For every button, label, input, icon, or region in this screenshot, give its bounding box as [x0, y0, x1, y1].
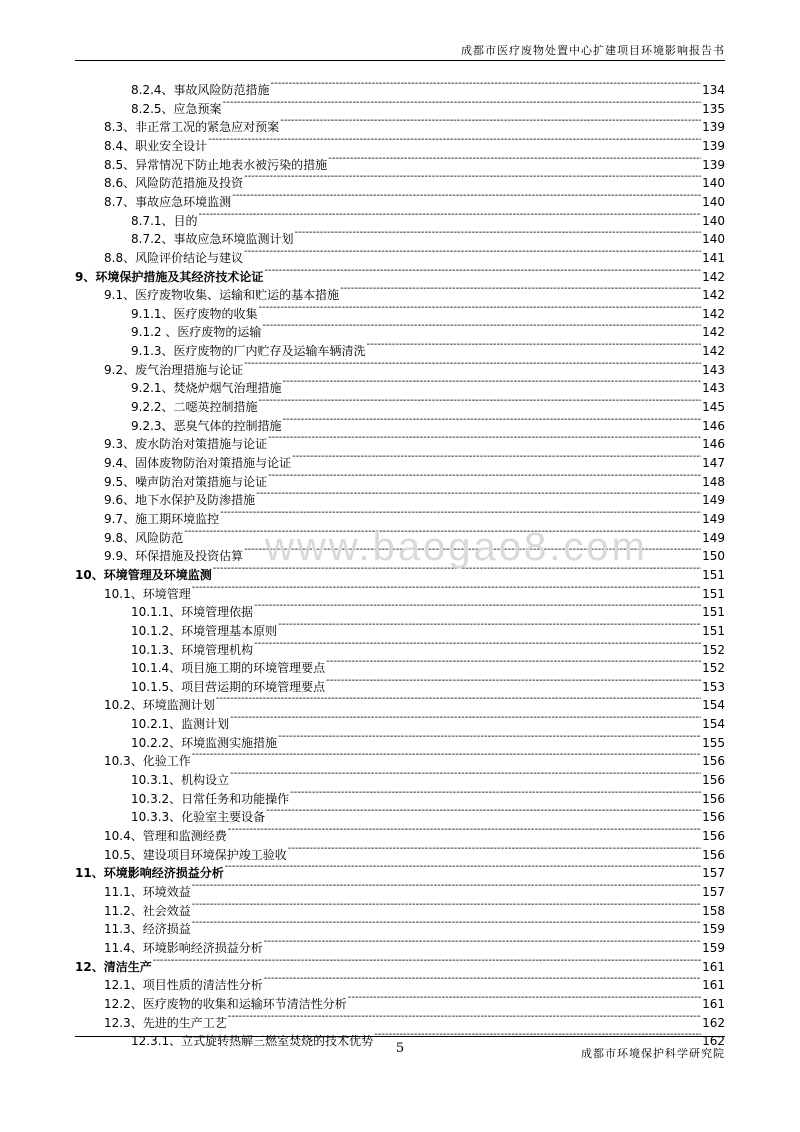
toc-entry-page: 149 [702, 530, 725, 545]
toc-entry-page: 142 [702, 306, 725, 321]
toc-leader-dashes [230, 766, 701, 784]
toc-entry-label: 10.5、建设项目环境保护竣工验收 [104, 847, 287, 862]
toc-entry-page: 156 [702, 773, 725, 788]
toc-entry-label: 9.6、地下水保护及防渗措施 [104, 493, 256, 508]
toc-entry-page: 151 [702, 586, 725, 601]
toc-entry[interactable] [75, 859, 725, 881]
toc-entry-page: 159 [702, 922, 725, 937]
page-header [75, 38, 725, 61]
toc-entry-label: 8.3、非正常工况的紧急应对预案 [104, 120, 280, 135]
toc-entry-label: 10.2.2、环境监测实施措施 [131, 735, 278, 750]
toc-entry[interactable] [131, 766, 725, 788]
toc-entry-label: 8.2.5、应急预案 [131, 101, 222, 116]
toc-leader-dashes [283, 374, 702, 392]
toc-leader-dashes [292, 449, 701, 467]
toc-entry-label: 9.2、废气治理措施与论证 [104, 362, 244, 377]
footer-organization: 成都市环境保护科学研究院 [581, 1047, 725, 1060]
toc-entry-label: 9.2.2、二噁英控制措施 [131, 400, 258, 415]
toc-entry-label: 10.1.5、项目营运期的环境管理要点 [131, 679, 326, 694]
toc-entry-label: 8.6、风险防范措施及投资 [104, 176, 244, 191]
toc-entry-page: 152 [702, 661, 725, 676]
toc-leader-dashes [340, 281, 701, 299]
header-title: 成都市医疗废物处置中心扩建项目环境影响报告书 [461, 44, 725, 57]
toc-entry[interactable] [104, 188, 725, 209]
toc-leader-dashes [290, 785, 701, 803]
toc-entry-page: 154 [702, 717, 725, 732]
toc-entry-page: 158 [702, 903, 725, 918]
toc-entry-label: 9.4、固体废物防治对策措施与论证 [104, 456, 292, 470]
toc-leader-dashes [259, 393, 702, 411]
toc-entry[interactable] [104, 486, 725, 508]
toc-entry-page: 162 [702, 1034, 725, 1049]
toc-entry-page: 148 [702, 474, 725, 489]
toc-entry[interactable] [104, 505, 725, 526]
toc-entry[interactable] [131, 95, 725, 116]
toc-entry[interactable] [75, 561, 725, 582]
toc-leader-dashes [259, 300, 702, 318]
toc-leader-dashes [220, 505, 701, 523]
toc-entry-label: 10.4、管理和监测经费 [104, 829, 227, 843]
toc-entry-page: 162 [702, 1015, 725, 1030]
toc-leader-dashes [256, 486, 701, 504]
toc-entry[interactable] [75, 953, 725, 974]
toc-leader-dashes [223, 95, 702, 113]
toc-entry[interactable] [104, 281, 725, 303]
toc-entry-page: 143 [702, 362, 725, 377]
toc-entry-label: 10.1.3、环境管理机构 [131, 642, 254, 657]
toc-entry[interactable] [131, 803, 725, 825]
toc-entry-page: 139 [702, 120, 725, 135]
toc-entry-page: 149 [702, 493, 725, 508]
toc-leader-dashes [192, 897, 701, 915]
toc-entry[interactable] [104, 878, 725, 899]
toc-leader-dashes [268, 430, 701, 448]
toc-leader-dashes [266, 803, 701, 821]
toc-entry-label: 11.3、经济损益 [104, 922, 191, 937]
toc-entry-page: 161 [702, 978, 725, 993]
toc-entry-label: 8.4、职业安全设计 [104, 138, 208, 153]
toc-entry[interactable] [104, 897, 725, 918]
toc-entry-label: 12.3.1、立式旋转热解三燃室焚烧的技术优势 [131, 1034, 374, 1049]
toc-entry-page: 156 [702, 791, 725, 806]
toc-leader-dashes [225, 859, 701, 877]
toc-entry[interactable] [104, 151, 725, 172]
toc-leader-dashes [278, 729, 701, 747]
toc-entry-label: 10.1.1、环境管理依据 [131, 605, 254, 620]
toc-entry[interactable] [104, 356, 725, 377]
toc-entry-page: 151 [702, 567, 725, 582]
toc-leader-dashes [208, 132, 701, 150]
toc-entry-page: 140 [702, 213, 725, 228]
toc-entry-page: 159 [702, 940, 725, 955]
toc-entry-page: 134 [702, 83, 725, 97]
toc-entry[interactable] [104, 468, 725, 489]
toc-entry-label: 10.2、环境监测计划 [104, 698, 215, 713]
toc-entry-label: 10.1.2、环境管理基本原则 [131, 623, 278, 638]
toc-entry-label: 9.8、风险防范 [104, 530, 184, 545]
toc-entry-page: 156 [702, 754, 725, 769]
toc-entry-page: 152 [702, 642, 725, 657]
toc-entry-label: 8.8、风险评价结论与建议 [104, 250, 244, 265]
toc-leader-dashes [213, 561, 701, 579]
toc-leader-dashes [184, 524, 701, 542]
toc-entry[interactable] [104, 691, 725, 713]
toc-entry-page: 151 [702, 623, 725, 638]
toc-leader-dashes [192, 747, 701, 765]
toc-entry[interactable] [104, 971, 725, 993]
toc-entry-page: 150 [702, 549, 725, 564]
toc-entry-page: 145 [702, 400, 725, 415]
toc-entry-label: 9.1.1、医疗废物的收集 [131, 306, 258, 321]
toc-entry[interactable] [104, 449, 725, 470]
toc-entry-label: 8.7.1、目的 [131, 213, 198, 228]
toc-entry-label: 12.3、先进的生产工艺 [104, 1015, 227, 1030]
toc-leader-dashes [192, 915, 701, 933]
toc-leader-dashes [264, 934, 701, 952]
toc-entry-page: 147 [702, 456, 725, 470]
toc-leader-dashes [228, 1009, 701, 1027]
toc-leader-dashes [199, 207, 702, 225]
toc-entry-page: 140 [702, 194, 725, 209]
toc-entry[interactable] [131, 412, 725, 433]
toc-leader-dashes [264, 971, 701, 989]
toc-leader-dashes [232, 188, 701, 206]
toc-entry[interactable] [104, 580, 725, 601]
toc-entry-page: 146 [702, 418, 725, 433]
toc-entry-label: 9.5、噪声防治对策措施与论证 [104, 474, 268, 489]
toc-entry-page: 161 [702, 996, 725, 1011]
toc-entry[interactable] [104, 822, 725, 843]
toc-entry-label: 9.2.3、恶臭气体的控制措施 [131, 418, 282, 433]
toc-leader-dashes [153, 953, 701, 971]
toc-entry[interactable] [131, 617, 725, 638]
toc-entry[interactable] [104, 430, 725, 452]
toc-leader-dashes [244, 542, 701, 560]
toc-leader-dashes [254, 636, 701, 654]
toc-entry-page: 157 [702, 866, 725, 881]
toc-entry-page: 155 [702, 735, 725, 750]
toc-entry-label: 12.2、医疗废物的收集和运输环节清洁性分析 [104, 996, 347, 1011]
toc-entry-page: 153 [702, 679, 725, 694]
toc-entry[interactable] [104, 169, 725, 191]
toc-entry-label: 10.3、化验工作 [104, 754, 191, 769]
watermark: www.baogao8.com [265, 525, 648, 569]
toc-entry[interactable] [131, 76, 725, 97]
toc-leader-dashes [244, 356, 701, 374]
toc-entry-label: 10.1、环境管理 [104, 586, 191, 601]
toc-leader-dashes [228, 822, 701, 840]
toc-leader-dashes [216, 691, 701, 709]
toc-entry[interactable] [131, 598, 725, 620]
toc-entry[interactable] [131, 636, 725, 657]
toc-leader-dashes [283, 412, 702, 430]
toc-leader-dashes [264, 263, 701, 281]
toc-entry-label: 11、环境影响经济损益分析 [75, 866, 224, 881]
toc-leader-dashes [326, 673, 701, 691]
toc-leader-dashes [268, 468, 701, 486]
toc-entry-label: 11.4、环境影响经济损益分析 [104, 940, 263, 955]
toc-leader-dashes [271, 76, 702, 94]
toc-entry-page: 142 [702, 269, 725, 284]
toc-entry-label: 10、环境管理及环境监测 [75, 567, 212, 582]
toc-entry-page: 142 [702, 325, 725, 340]
toc-entry-page: 156 [702, 829, 725, 843]
toc-entry-label: 10.3.3、化验室主要设备 [131, 810, 266, 825]
page-footer [75, 1036, 725, 1067]
toc-entry[interactable] [131, 207, 725, 228]
toc-leader-dashes [348, 990, 701, 1008]
toc-entry-label: 8.7、事故应急环境监测 [104, 194, 232, 209]
toc-entry-label: 9.7、施工期环境监控 [104, 511, 220, 526]
toc-entry[interactable] [131, 374, 725, 396]
toc-entry[interactable] [131, 673, 725, 694]
toc-entry-label: 10.3.1、机构设立 [131, 773, 230, 788]
toc-leader-dashes [280, 113, 701, 131]
toc-leader-dashes [328, 151, 701, 169]
toc-leader-dashes [278, 617, 701, 635]
toc-leader-dashes [230, 710, 701, 728]
toc-entry-page: 143 [702, 381, 725, 396]
toc-entry-page: 142 [702, 288, 725, 303]
toc-entry-label: 10.2.1、监测计划 [131, 717, 230, 732]
toc-entry[interactable] [104, 915, 725, 937]
toc-entry-page: 161 [702, 959, 725, 974]
toc-entry[interactable] [131, 785, 725, 806]
toc-leader-dashes [367, 337, 702, 355]
toc-leader-dashes [288, 841, 701, 859]
toc-entry[interactable] [131, 393, 725, 415]
toc-entry-label: 9、环境保护措施及其经济技术论证 [75, 269, 264, 284]
toc-entry-label: 11.1、环境效益 [104, 884, 191, 899]
toc-entry[interactable] [131, 654, 725, 676]
toc-entry-label: 9.9、环保措施及投资估算 [104, 549, 244, 564]
toc-entry[interactable] [104, 113, 725, 135]
toc-entry-label: 9.1.3、医疗废物的厂内贮存及运输车辆清洗 [131, 344, 366, 359]
toc-leader-dashes [192, 878, 701, 896]
toc-leader-dashes [326, 654, 701, 672]
toc-entry[interactable] [131, 337, 725, 359]
toc-entry[interactable] [104, 747, 725, 769]
toc-entry-page: 157 [702, 884, 725, 899]
toc-entry-page: 141 [702, 250, 725, 265]
toc-entry-page: 156 [702, 810, 725, 825]
toc-entry[interactable] [131, 318, 725, 340]
toc-entry-label: 8.5、异常情况下防止地表水被污染的措施 [104, 157, 328, 172]
toc-entry[interactable] [104, 524, 725, 545]
toc-entry-page: 140 [702, 176, 725, 191]
toc-entry-page: 135 [702, 101, 725, 116]
toc-leader-dashes [244, 169, 701, 187]
toc-entry[interactable] [131, 729, 725, 750]
toc-entry-page: 140 [702, 232, 725, 247]
toc-entry-label: 8.7.2、事故应急环境监测计划 [131, 232, 294, 247]
toc-entry-label: 9.1、医疗废物收集、运输和贮运的基本措施 [104, 288, 340, 303]
toc-entry-page: 156 [702, 847, 725, 862]
toc-entry-page: 146 [702, 437, 725, 452]
toc-leader-dashes [192, 580, 701, 598]
toc-entry-label: 9.2.1、焚烧炉烟气治理措施 [131, 381, 282, 396]
toc-entry-page: 149 [702, 511, 725, 526]
toc-entry-page: 139 [702, 138, 725, 153]
toc-entry[interactable] [104, 990, 725, 1011]
toc-entry-label: 9.3、废水防治对策措施与论证 [104, 437, 268, 452]
toc-entry[interactable] [131, 300, 725, 321]
toc-entry[interactable] [131, 710, 725, 732]
toc-entry-label: 10.1.4、项目施工期的环境管理要点 [131, 661, 326, 676]
toc-leader-dashes [295, 225, 702, 243]
page-number: 5 [395, 1041, 405, 1056]
toc-entry[interactable] [104, 1009, 725, 1030]
toc-leader-dashes [262, 318, 701, 336]
toc-entry-page: 142 [702, 344, 725, 359]
toc-entry-label: 11.2、社会效益 [104, 903, 191, 918]
toc-entry[interactable] [104, 934, 725, 955]
toc-entry[interactable] [131, 225, 725, 247]
toc-entry-label: 10.3.2、日常任务和功能操作 [131, 791, 290, 806]
toc-leader-dashes [254, 598, 701, 616]
toc-leader-dashes [244, 244, 701, 262]
toc-entry-label: 9.1.2 、医疗废物的运输 [131, 325, 262, 340]
toc-entry-page: 154 [702, 698, 725, 713]
toc-entry[interactable] [104, 841, 725, 862]
toc-entry[interactable] [75, 263, 725, 284]
toc-entry-page: 139 [702, 157, 725, 172]
toc-entry-label: 12、清洁生产 [75, 959, 152, 974]
toc-entry-page: 151 [702, 605, 725, 620]
toc-entry-label: 12.1、项目性质的清洁性分析 [104, 978, 263, 993]
toc-entry-label: 8.2.4、事故风险防范措施 [131, 83, 270, 97]
toc-entry[interactable] [104, 132, 725, 153]
toc-entry[interactable] [104, 244, 725, 265]
